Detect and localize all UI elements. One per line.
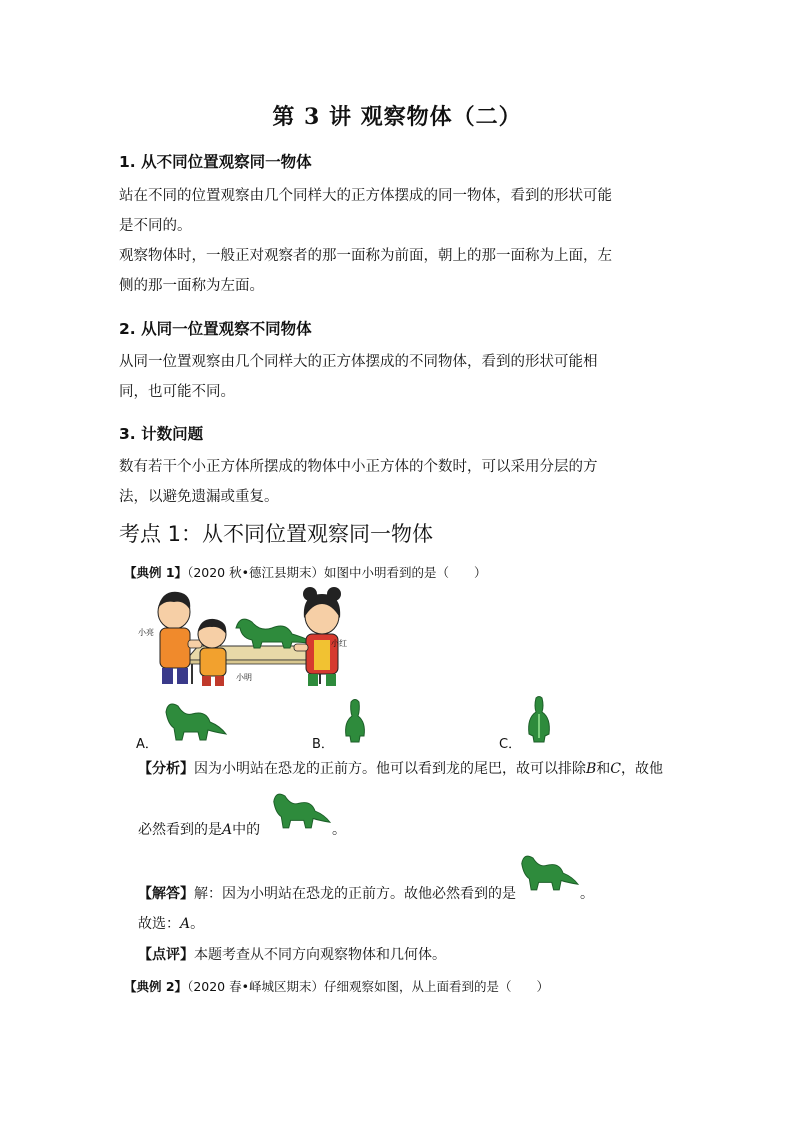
answer-end: 。	[580, 886, 594, 902]
analysis-tag: 【分析】	[138, 761, 194, 777]
analysis-option-a: A	[222, 822, 233, 838]
comment-line	[138, 944, 446, 964]
analysis-line-2	[138, 819, 260, 839]
example-1-answer	[138, 883, 516, 903]
analysis-end: 。	[332, 822, 346, 838]
choice-end: 。	[190, 916, 205, 932]
section-heading-3: 3. 计数问题	[119, 425, 204, 443]
example-1-question	[124, 563, 486, 581]
analysis-line-2a: 必然看到的是	[138, 822, 222, 838]
analysis-text: 因为小明站在恐龙的正前方。他可以看到龙的尾巴，故可以排除	[194, 761, 586, 777]
choice-value: A	[180, 916, 191, 932]
section-1-line-1: 站在不同的位置观察由几个同样大的正方体摆成的同一物体，看到的形状可能	[119, 188, 612, 204]
analysis-line-2b: 中的	[232, 822, 261, 838]
section-heading-2: 2. 从同一位置观察不同物体	[119, 320, 312, 338]
label-xiaoliang: 小亮	[138, 628, 154, 637]
example-2-tag: 【典例 2】	[124, 979, 188, 994]
comment-text: 本题考查从不同方向观察物体和几何体。	[194, 947, 446, 963]
section-1-line-2: 是不同的。	[119, 218, 192, 234]
example-1-tag: 【典例 1】	[124, 565, 188, 580]
section-2-line-1: 从同一位置观察由几个同样大的正方体摆成的不同物体，看到的形状可能相	[119, 354, 598, 370]
section-heading-1: 1. 从不同位置观察同一物体	[119, 153, 312, 171]
label-xiaohong: 小红	[331, 639, 347, 648]
section-1-line-4: 侧的那一面称为左面。	[119, 278, 264, 294]
dinosaur-answer-icon	[518, 852, 578, 894]
answer-text: 解：因为小明站在恐龙的正前方。故他必然看到的是	[194, 886, 516, 902]
option-b-label: B．	[312, 737, 334, 752]
dinosaur-front-view-icon	[342, 698, 368, 742]
section-3-line-2: 法，以避免遗漏或重复。	[119, 489, 279, 505]
example-1-analysis	[138, 758, 663, 778]
answer-tag: 【解答】	[138, 886, 194, 902]
option-a-label: A．	[136, 737, 158, 752]
analysis-tail: ，故他	[621, 761, 664, 777]
label-xiaoming: 小明	[236, 673, 252, 682]
analysis-option-c: C	[610, 761, 622, 777]
dinosaur-back-view-icon	[526, 696, 552, 742]
analysis-option-b: B	[586, 761, 597, 777]
kaodian-heading: 考点 1：从不同位置观察同一物体	[119, 522, 434, 546]
page-title: 第 3 讲 观察物体（二）	[272, 104, 522, 130]
section-2-line-2: 同，也可能不同。	[119, 384, 235, 400]
example-2-text: （2020 春•峄城区期末）仔细观察如图，从上面看到的是（ ）	[187, 979, 549, 994]
example-2-question	[124, 977, 549, 995]
choice-line	[138, 913, 204, 933]
section-body-1	[119, 181, 679, 301]
analysis-and: 和	[596, 761, 611, 777]
choice-prefix: 故选：	[138, 916, 180, 932]
dinosaur-inline-icon	[270, 790, 330, 832]
dinosaur-side-view-icon	[162, 700, 226, 744]
example-1-text: （2020 秋•德江县期末）如图中小明看到的是（ ）	[187, 565, 487, 580]
section-1-line-3: 观察物体时，一般正对观察者的那一面称为前面，朝上的那一面称为上面，左	[119, 248, 612, 264]
section-3-line-1: 数有若干个小正方体所摆成的物体中小正方体的个数时，可以采用分层的方	[119, 459, 598, 475]
section-body-2	[119, 347, 679, 407]
section-body-3	[119, 452, 679, 512]
option-c-label: C．	[499, 737, 522, 752]
comment-tag: 【点评】	[138, 947, 194, 963]
